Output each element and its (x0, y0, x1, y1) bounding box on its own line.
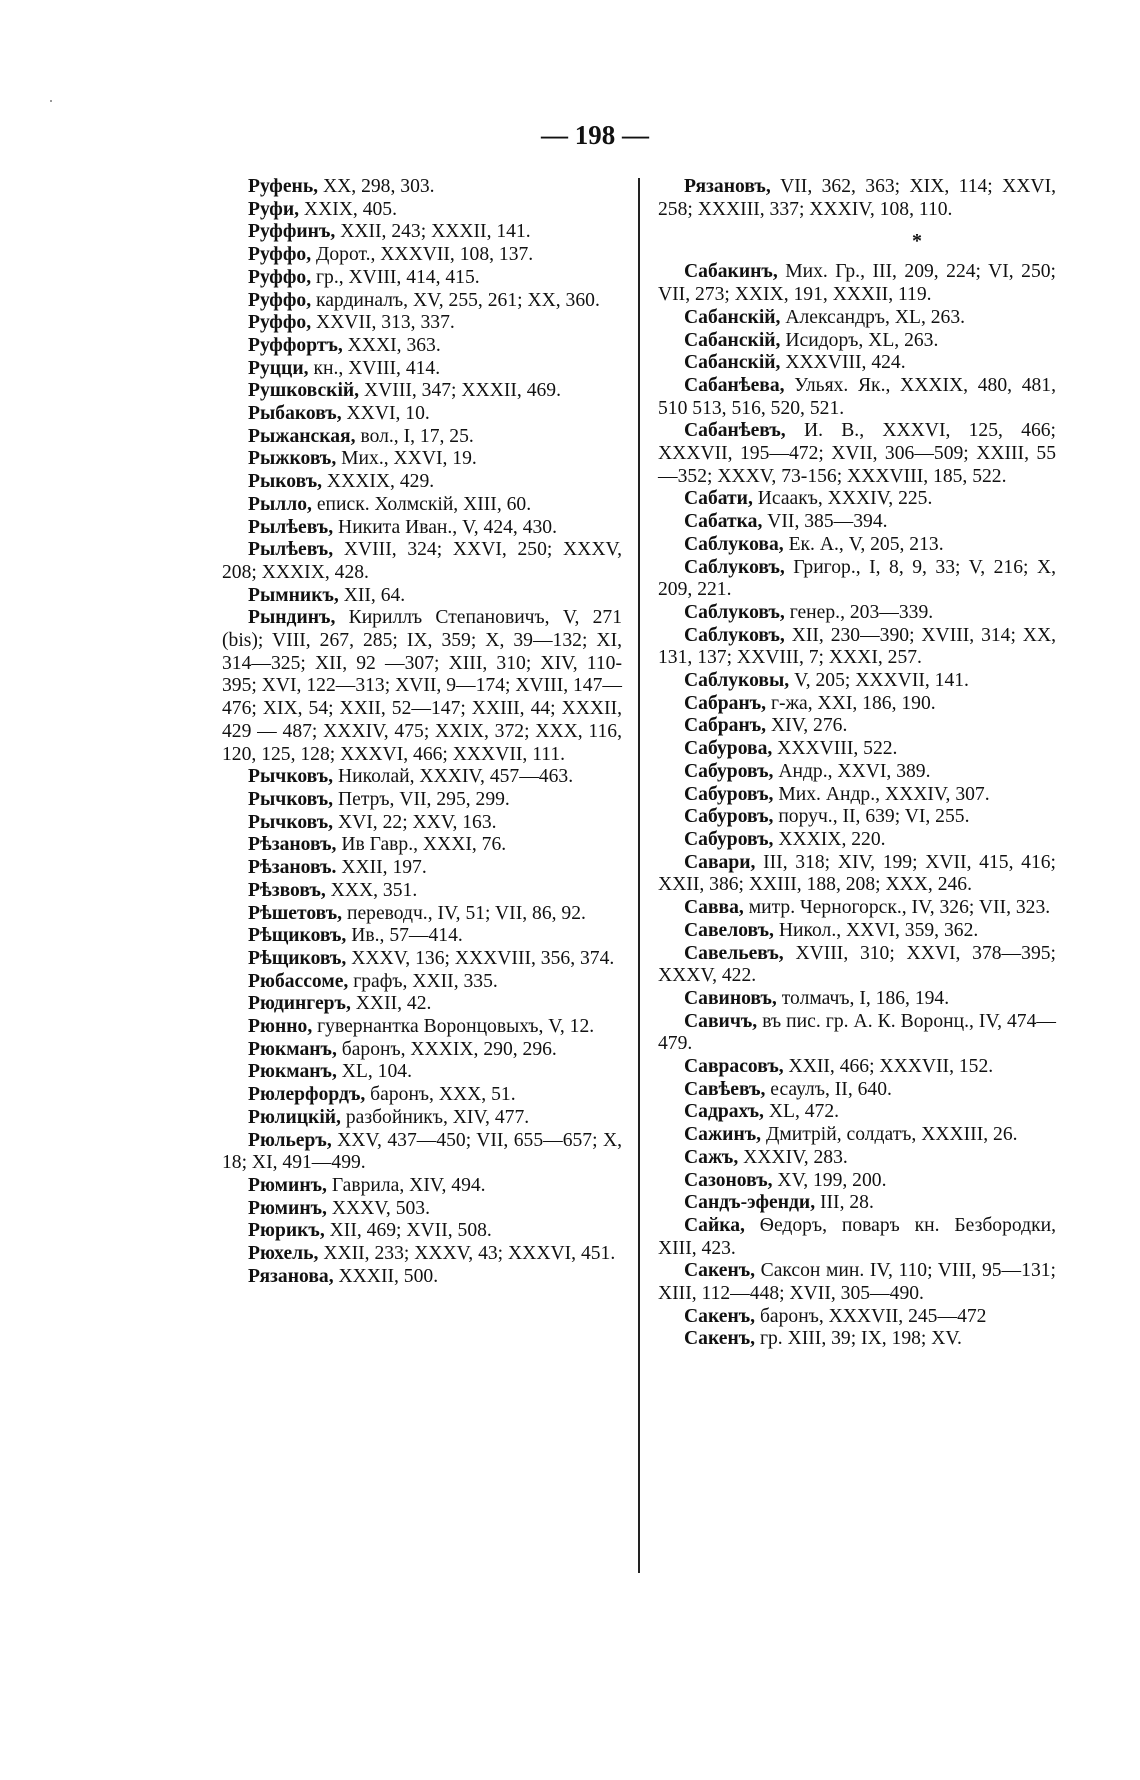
index-entry (658, 1124, 1056, 1147)
index-entry (222, 607, 622, 766)
entry-headword: Рюнно, (248, 1016, 313, 1038)
index-entry (658, 176, 1056, 221)
entry-references: XVIII, 347; XXXII, 469. (359, 380, 561, 402)
entry-headword: Рѣзвовъ, (248, 879, 326, 901)
entry-headword: Рымникъ, (248, 584, 339, 606)
entry-headword: Сабуровъ, (684, 760, 774, 782)
entry-references: кн., XVIII, 414. (308, 357, 441, 379)
entry-headword: Рюкманъ, (248, 1038, 337, 1060)
entry-references: Ѳедоръ, поваръ кн. Безбородки, XIII, 423. (658, 1214, 1056, 1259)
entry-headword: Савеловъ, (684, 919, 774, 941)
index-entry (658, 1147, 1056, 1170)
entry-references: Ив., 57—414. (346, 925, 463, 947)
entry-references: Александръ, XL, 263. (780, 306, 966, 328)
index-entry (222, 1130, 622, 1175)
index-entry (222, 1266, 622, 1289)
entry-references: XXII, 233; XXXV, 43; XXXVI, 451. (318, 1243, 616, 1265)
index-entry (658, 1079, 1056, 1102)
entry-headword: Сайка, (684, 1214, 745, 1236)
entry-references: графъ, XXII, 335. (348, 970, 498, 992)
index-entry (222, 857, 622, 880)
index-entry (222, 335, 622, 358)
entry-headword: Сакенъ, (684, 1305, 756, 1327)
entry-references: XVIII, 310; XXVI, 378—395; XXXV, 422. (658, 942, 1056, 987)
entry-references: XXXI, 363. (342, 334, 441, 356)
entry-headword: Руфи, (248, 198, 300, 220)
entry-headword: Савари, (684, 851, 756, 873)
entry-references: вол., I, 17, 25. (355, 425, 474, 447)
entry-headword: Рылѣевъ, (248, 516, 334, 538)
index-entry (658, 988, 1056, 1011)
entry-references: баронъ, XXX, 51. (365, 1084, 516, 1106)
entry-headword: Рюкманъ, (248, 1061, 337, 1083)
entry-headword: Руффинъ, (248, 221, 336, 243)
scan-speck (50, 100, 52, 102)
index-entry (222, 1061, 622, 1084)
entry-headword: Сабанскій, (684, 306, 781, 328)
index-entry (658, 307, 1056, 330)
entry-references: XVI, 22; XXV, 163. (333, 811, 497, 833)
entry-headword: Садрахъ, (684, 1101, 764, 1123)
entry-headword: Саврасовъ, (684, 1056, 784, 1078)
index-entry (658, 738, 1056, 761)
entry-references: III, 318; XIV, 199; XVII, 415, 416; XXII, 386; XXIII, 188, 208; XXX, 246. (658, 851, 1056, 896)
index-entry (658, 534, 1056, 557)
index-entry (658, 943, 1056, 988)
entry-headword: Сабранъ, (684, 715, 767, 737)
entry-references: Мих., XXVI, 19. (336, 448, 477, 470)
index-entry (222, 925, 622, 948)
entry-headword: Сабуровъ, (684, 783, 774, 805)
index-entry (658, 557, 1056, 602)
entry-references: И. В., XXXVI, 125, 466; XXXVII, 195—472; XVII, 306—509; XXIII, 55—352; XXXV, 73-156; XXXVIII, 185, 522. (658, 420, 1056, 487)
index-entry (222, 199, 622, 222)
entry-headword: Рыковъ, (248, 471, 323, 493)
entry-headword: Рюминъ, (248, 1197, 327, 1219)
entry-references: XXIX, 405. (299, 198, 397, 220)
entry-headword: Рязановъ, (684, 176, 771, 197)
entry-references: XXX, 351. (325, 879, 418, 901)
index-entry (658, 784, 1056, 807)
index-entry (658, 602, 1056, 625)
entry-headword: Рязанова, (248, 1265, 334, 1287)
index-entry (658, 920, 1056, 943)
entry-headword: Руцци, (248, 357, 309, 379)
index-entry (222, 812, 622, 835)
entry-headword: Савельевъ, (684, 942, 784, 964)
entry-headword: Рѣшетовъ, (248, 902, 343, 924)
entry-headword: Саблуковы, (684, 670, 790, 692)
index-entry (222, 494, 622, 517)
entry-references: толмачъ, I, 186, 194. (776, 987, 950, 1009)
entry-headword: Рылѣевъ, (248, 539, 334, 561)
index-entry (222, 971, 622, 994)
entry-references: Ульях. Як., XXXIX, 480, 481, 510 513, 516, 520, 521. (658, 374, 1056, 419)
index-entry (658, 488, 1056, 511)
index-entry (658, 852, 1056, 897)
entry-headword: Руффо, (248, 312, 312, 334)
index-entry (658, 1011, 1056, 1056)
index-entry (222, 471, 622, 494)
entry-references: Кириллъ Степановичъ, V, 271 (bis); VIII, 267, 285; IX, 359; X, 39—132; XI, 314—325; XII, 92 —307; XIII, 310; XIV, 110-395; XVI, 122—313; XVII, 9—174; XVIII, 147—476; XIX, 54; XXII, 52—147; XXIII, 44; XXXII, 429 — 487; XXXIV, 475; XXIX, 372; XXX, 116, 120, 125, 128; XXXVI, 466; XXXVII, 111. (222, 607, 622, 765)
page-number: — 198 — (541, 120, 649, 150)
index-entry (222, 290, 622, 313)
entry-references: Мих. Андр., XXXIV, 307. (773, 783, 990, 805)
index-entry (658, 1101, 1056, 1124)
right-column (658, 176, 1056, 1351)
index-entry (222, 880, 622, 903)
entry-headword: Сабанскій, (684, 329, 781, 351)
index-entry (222, 993, 622, 1016)
entry-references: Исаакъ, XXXIV, 225. (752, 488, 933, 510)
entry-headword: Саблуковъ, (684, 601, 785, 623)
entry-references: XXXV, 136; XXXVIII, 356, 374. (346, 947, 615, 969)
entry-references: гр. XIII, 39; IX, 198; XV. (755, 1328, 962, 1350)
entry-headword: Руффортъ, (248, 334, 343, 356)
index-entry (222, 539, 622, 584)
index-entry (658, 375, 1056, 420)
index-entry (222, 1175, 622, 1198)
entry-references: баронъ, XXXVII, 245—472 (755, 1305, 987, 1327)
entry-headword: Сабурова, (684, 738, 773, 760)
entry-headword: Сажинъ, (684, 1124, 762, 1146)
entry-headword: Рычковъ, (248, 788, 334, 810)
entry-references: въ пис. гр. А. К. Воронц., IV, 474—479. (658, 1010, 1056, 1055)
entry-headword: Сабанѣева, (684, 374, 785, 396)
index-entry (222, 221, 622, 244)
index-entry (222, 948, 622, 971)
index-entry (222, 1243, 622, 1266)
entry-references: еписк. Холмскій, XIII, 60. (311, 493, 532, 515)
entry-references: XXXIX, 429. (322, 471, 435, 493)
entry-references: г-жа, XXI, 186, 190. (766, 692, 936, 714)
entry-references: XXV, 437—450; VII, 655—657; X, 18; XI, 491—499. (222, 1129, 622, 1174)
entry-references: Андр., XXVI, 389. (773, 760, 931, 782)
index-entry (658, 670, 1056, 693)
entry-headword: Савиновъ, (684, 987, 777, 1009)
entry-headword: Рюбассоме, (248, 970, 349, 992)
index-entry (658, 693, 1056, 716)
entry-headword: Рѣзановъ, (248, 834, 337, 856)
index-entry (222, 903, 622, 926)
entry-headword: Сабранъ, (684, 692, 767, 714)
entry-references: VII, 385—394. (762, 511, 888, 533)
index-entry (658, 829, 1056, 852)
index-entry (658, 1215, 1056, 1260)
entry-headword: Рѣщиковъ, (248, 947, 347, 969)
entry-headword: Саблукова, (684, 533, 784, 555)
entry-headword: Сабанскій, (684, 352, 781, 374)
entry-references: III, 28. (815, 1192, 874, 1214)
entry-headword: Руффо, (248, 244, 312, 266)
index-entry (222, 834, 622, 857)
entry-references: поруч., II, 639; VI, 255. (773, 806, 970, 828)
index-entry (658, 1192, 1056, 1215)
index-entry (658, 625, 1056, 670)
entry-references: XL, 104. (336, 1061, 412, 1083)
entry-headword: Сандъ-эфенди, (684, 1192, 816, 1214)
entry-references: XXII, 42. (350, 993, 432, 1015)
entry-headword: Рушковскій, (248, 380, 360, 402)
entry-references: XXXIV, 283. (738, 1146, 848, 1168)
index-entry (222, 426, 622, 449)
entry-references: V, 205; XXXVII, 141. (789, 670, 969, 692)
left-column (222, 176, 622, 1288)
entry-headword: Рюльеръ, (248, 1129, 332, 1151)
index-entry (658, 330, 1056, 353)
separator-mark: * (912, 230, 922, 253)
entry-headword: Сабанѣевъ, (684, 420, 786, 442)
entry-headword: Рюрикъ, (248, 1220, 325, 1242)
index-entry (222, 380, 622, 403)
index-entry (658, 352, 1056, 375)
entry-headword: Рѣзановъ. (248, 857, 337, 879)
entry-references: XXXIX, 220. (773, 828, 886, 850)
right-column-entries (658, 261, 1056, 1351)
entry-headword: Савичъ, (684, 1010, 758, 1032)
index-entry (658, 1170, 1056, 1193)
entry-references: XXXII, 500. (333, 1265, 439, 1287)
index-entry (658, 1056, 1056, 1079)
entry-references: Дорот., XXXVII, 108, 137. (311, 244, 534, 266)
entry-headword: Рюдингеръ, (248, 993, 351, 1015)
entry-headword: Сакенъ, (684, 1328, 756, 1350)
entry-references: XII, 230—390; XVIII, 314; XX, 131, 137; XXVIII, 7; XXXI, 257. (658, 624, 1056, 669)
index-entry (222, 1107, 622, 1130)
entry-references: Ек. А., V, 205, 213. (783, 533, 944, 555)
entry-headword: Сазоновъ, (684, 1169, 773, 1191)
entry-references: XII, 469; XVII, 508. (324, 1220, 492, 1242)
entry-references: XXII, 466; XXXVII, 152. (783, 1056, 994, 1078)
entry-headword: Рыжанская, (248, 425, 356, 447)
entry-references: Петръ, VII, 295, 299. (333, 788, 510, 810)
index-entry (222, 312, 622, 335)
entry-headword: Сабати, (684, 488, 753, 510)
entry-headword: Савѣевъ, (684, 1078, 766, 1100)
index-entry (222, 1039, 622, 1062)
entry-headword: Руффо, (248, 266, 312, 288)
entry-headword: Сабуровъ, (684, 806, 774, 828)
entry-references: Никол., XXVI, 359, 362. (773, 919, 979, 941)
index-entry (222, 448, 622, 471)
index-entry (222, 1220, 622, 1243)
entry-references: XXXVIII, 522. (772, 738, 898, 760)
index-entry (658, 511, 1056, 534)
entry-references: Никита Иван., V, 424, 430. (333, 516, 557, 538)
entry-references: Мих. Гр., III, 209, 224; VI, 250; VII, 273; XXIX, 191, XXXII, 119. (658, 261, 1056, 306)
column-divider (638, 178, 640, 1573)
entry-references: гувернантка Воронцовыхъ, V, 12. (312, 1016, 595, 1038)
index-entry (658, 761, 1056, 784)
entry-references: XXVI, 10. (341, 403, 430, 425)
entry-headword: Саблуковъ, (684, 624, 785, 646)
index-entry (658, 1306, 1056, 1329)
entry-headword: Сабатка, (684, 511, 763, 533)
index-entry (222, 1016, 622, 1039)
entry-headword: Рычковъ, (248, 766, 334, 788)
entry-references: Дмитрій, солдатъ, XXXIII, 26. (761, 1124, 1018, 1146)
entry-headword: Рыжковъ, (248, 448, 337, 470)
index-entry (222, 585, 622, 608)
entry-references: XXXVIII, 424. (780, 352, 906, 374)
entry-references: XII, 64. (338, 584, 406, 606)
entry-references: переводч., IV, 51; VII, 86, 92. (342, 902, 586, 924)
entry-references: XVIII, 324; XXVI, 250; XXXV, 208; XXXIX, 428. (222, 539, 622, 583)
entry-references: XXVII, 313, 337. (311, 312, 455, 334)
entry-headword: Рюхель, (248, 1243, 319, 1265)
entry-references: XIV, 276. (766, 715, 848, 737)
entry-headword: Рюлицкій, (248, 1106, 341, 1128)
entry-headword: Рылло, (248, 493, 312, 515)
entry-references: кардиналъ, XV, 255, 261; XX, 360. (311, 289, 600, 311)
entry-references: гр., XVIII, 414, 415. (311, 266, 480, 288)
index-entry (658, 420, 1056, 488)
index-entry (222, 244, 622, 267)
entry-references: XX, 298, 303. (318, 176, 435, 197)
entry-headword: Рюминъ, (248, 1174, 327, 1196)
index-entry (222, 403, 622, 426)
entry-references: VII, 362, 363; XIX, 114; XXVI, 258; XXXIII, 337; XXXIV, 108, 110. (658, 176, 1056, 220)
entry-references: XV, 199, 200. (772, 1169, 887, 1191)
entry-headword: Савва, (684, 897, 744, 919)
entry-references: Исидоръ, XL, 263. (780, 329, 939, 351)
index-entry (658, 1328, 1056, 1351)
entry-references: Николай, XXXIV, 457—463. (333, 766, 574, 788)
index-entry (222, 517, 622, 540)
index-entry (658, 261, 1056, 306)
entry-references: генер., 203—339. (784, 601, 934, 623)
index-entry (658, 897, 1056, 920)
entry-headword: Сажъ, (684, 1146, 739, 1168)
entry-headword: Руффо, (248, 289, 312, 311)
entry-references: XXII, 243; XXXII, 141. (335, 221, 531, 243)
entry-references: Ив Гавр., XXXI, 76. (336, 834, 507, 856)
entry-headword: Сакенъ, (684, 1260, 756, 1282)
right-column-top (658, 176, 1056, 221)
entry-headword: Рюлерфордъ, (248, 1084, 366, 1106)
index-entry (222, 267, 622, 290)
entry-references: есаулъ, II, 640. (765, 1078, 892, 1100)
entry-headword: Рыбаковъ, (248, 403, 342, 425)
entry-headword: Рѣщиковъ, (248, 925, 347, 947)
entry-references: XL, 472. (763, 1101, 840, 1123)
index-entry (222, 358, 622, 381)
entry-headword: Рындинъ, (248, 607, 336, 629)
entry-references: XXXV, 503. (326, 1197, 430, 1219)
entry-references: разбойникъ, XIV, 477. (340, 1106, 530, 1128)
entry-headword: Рычковъ, (248, 811, 334, 833)
entry-headword: Сабуровъ, (684, 828, 774, 850)
index-entry (222, 1198, 622, 1221)
entry-headword: Сабакинъ, (684, 261, 778, 283)
entry-references: Григор., I, 8, 9, 33; V, 216; X, 209, 221. (658, 556, 1056, 601)
index-entry (222, 176, 622, 199)
entry-headword: Саблуковъ, (684, 556, 785, 578)
index-entry (222, 766, 622, 789)
index-entry (658, 806, 1056, 829)
index-entry (222, 1084, 622, 1107)
entry-references: XXII, 197. (336, 857, 427, 879)
index-entry (658, 1260, 1056, 1305)
entry-references: Гаврила, XIV, 494. (326, 1174, 486, 1196)
index-entry (222, 789, 622, 812)
entry-references: митр. Черногорск., IV, 326; VII, 323. (743, 897, 1051, 919)
entry-headword: Руфень, (248, 176, 319, 197)
entry-references: баронъ, XXXIX, 290, 296. (336, 1038, 557, 1060)
entry-references: Саксон мин. IV, 110; VIII, 95—131; XIII, 112—448; XVII, 305—490. (658, 1260, 1056, 1305)
index-entry (658, 715, 1056, 738)
